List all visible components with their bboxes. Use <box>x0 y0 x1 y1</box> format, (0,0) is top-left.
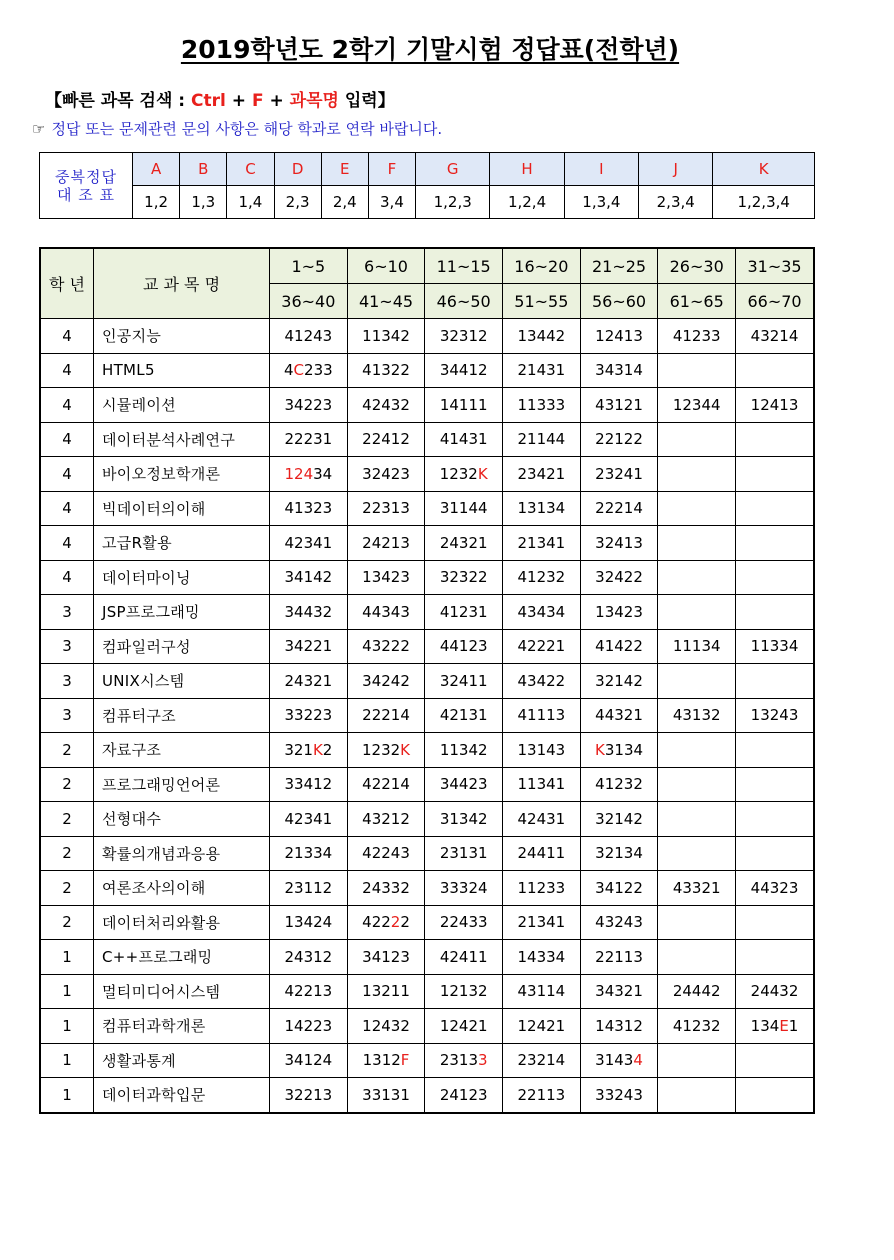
answer-cell <box>658 733 736 768</box>
dup-value: 2,3,4 <box>639 186 713 219</box>
range-header: 6~10 <box>347 248 425 284</box>
answer-cell: 22412 <box>347 422 425 457</box>
answer-cell <box>658 836 736 871</box>
answer-cell: 14312 <box>580 1009 658 1044</box>
answer-cell: 13424 <box>270 905 348 940</box>
answer-cell: 42431 <box>503 802 581 837</box>
answer-cell: 14334 <box>503 940 581 975</box>
answer-cell: 42131 <box>425 698 503 733</box>
answer-cell <box>736 802 814 837</box>
answer-cell: 34321 <box>580 974 658 1009</box>
answer-cell <box>736 491 814 526</box>
answer-cell: 34432 <box>270 595 348 630</box>
answer-cell: 321K2 <box>270 733 348 768</box>
answer-cell <box>658 1043 736 1078</box>
answer-cell: 44123 <box>425 629 503 664</box>
dup-value: 2,3 <box>274 186 321 219</box>
answer-cell: 31342 <box>425 802 503 837</box>
answer-cell: 24213 <box>347 526 425 561</box>
range-header: 66~70 <box>736 284 814 319</box>
subject-cell: 여론조사의이해 <box>94 871 270 906</box>
grade-cell: 1 <box>40 974 94 1009</box>
subject-cell: C++프로그래밍 <box>94 940 270 975</box>
dup-value: 3,4 <box>368 186 415 219</box>
table-row <box>40 802 814 837</box>
answer-cell: 22113 <box>503 1078 581 1113</box>
answer-cell <box>736 457 814 492</box>
answer-cell: 43243 <box>580 905 658 940</box>
grade-cell: 1 <box>40 1078 94 1113</box>
grade-cell: 1 <box>40 940 94 975</box>
answer-cell: 34123 <box>347 940 425 975</box>
answer-cell: 43114 <box>503 974 581 1009</box>
dup-value: 1,2,3,4 <box>713 186 815 219</box>
dup-value: 1,3 <box>180 186 227 219</box>
answer-cell <box>736 1043 814 1078</box>
table-row <box>40 871 814 906</box>
answer-cell: 42411 <box>425 940 503 975</box>
answer-cell: 14223 <box>270 1009 348 1044</box>
answer-cell: 23214 <box>503 1043 581 1078</box>
answer-cell: 44343 <box>347 595 425 630</box>
answer-cell <box>736 940 814 975</box>
answer-cell <box>736 905 814 940</box>
answer-cell: 32423 <box>347 457 425 492</box>
answer-cell: 13423 <box>580 595 658 630</box>
answer-cell: 12432 <box>347 1009 425 1044</box>
answer-cell: 32142 <box>580 802 658 837</box>
answer-cell: 11233 <box>503 871 581 906</box>
subject-cell: 데이터과학입문 <box>94 1078 270 1113</box>
range-header: 61~65 <box>658 284 736 319</box>
subject-cell: 고급R활용 <box>94 526 270 561</box>
search-hint: 【빠른 과목 검색 : Ctrl + F + 과목명 입력】 <box>45 91 395 111</box>
answer-cell <box>736 353 814 388</box>
grade-cell: 2 <box>40 767 94 802</box>
grade-cell: 4 <box>40 319 94 354</box>
answer-cell: 41113 <box>503 698 581 733</box>
answer-cell: 34412 <box>425 353 503 388</box>
answer-cell: 24432 <box>736 974 814 1009</box>
grade-cell: 1 <box>40 1009 94 1044</box>
answer-cell: 11341 <box>503 767 581 802</box>
dup-key: H <box>490 153 564 186</box>
answer-cell: K3134 <box>580 733 658 768</box>
answer-cell <box>736 422 814 457</box>
answer-cell: 24312 <box>270 940 348 975</box>
table-row <box>40 733 814 768</box>
answer-cell <box>736 560 814 595</box>
answer-cell <box>658 940 736 975</box>
answer-cell: 13442 <box>503 319 581 354</box>
answer-table <box>39 247 815 1114</box>
subject-cell: 데이터처리와활용 <box>94 905 270 940</box>
grade-cell: 4 <box>40 353 94 388</box>
dup-key: A <box>133 153 180 186</box>
answer-cell: 41323 <box>270 491 348 526</box>
answer-cell: 43121 <box>580 388 658 423</box>
answer-table-body <box>40 319 814 1113</box>
answer-cell: 32322 <box>425 560 503 595</box>
range-header: 26~30 <box>658 248 736 284</box>
answer-cell: 32413 <box>580 526 658 561</box>
answer-cell <box>736 733 814 768</box>
answer-cell: 11333 <box>503 388 581 423</box>
answer-cell: 23241 <box>580 457 658 492</box>
answer-cell: 24321 <box>270 664 348 699</box>
grade-header: 학 년 <box>40 248 94 319</box>
table-row <box>40 595 814 630</box>
table-row <box>40 388 814 423</box>
table-row <box>40 1043 814 1078</box>
answer-cell <box>736 767 814 802</box>
answer-cell <box>658 560 736 595</box>
answer-cell: 22231 <box>270 422 348 457</box>
dup-value: 1,3,4 <box>564 186 638 219</box>
table-row <box>40 974 814 1009</box>
answer-cell: 42341 <box>270 526 348 561</box>
answer-cell: 41233 <box>658 319 736 354</box>
table-row <box>40 457 814 492</box>
answer-cell: 33324 <box>425 871 503 906</box>
dup-value: 1,2,3 <box>416 186 490 219</box>
grade-cell: 2 <box>40 905 94 940</box>
range-header: 1~5 <box>270 248 348 284</box>
answer-cell: 11134 <box>658 629 736 664</box>
grade-cell: 4 <box>40 457 94 492</box>
answer-cell: 11342 <box>347 319 425 354</box>
answer-cell: 34242 <box>347 664 425 699</box>
answer-cell: 31144 <box>425 491 503 526</box>
range-header: 11~15 <box>425 248 503 284</box>
dup-key: I <box>564 153 638 186</box>
answer-cell: 13211 <box>347 974 425 1009</box>
grade-cell: 3 <box>40 664 94 699</box>
answer-cell: 11334 <box>736 629 814 664</box>
answer-cell: 24321 <box>425 526 503 561</box>
answer-cell: 41431 <box>425 422 503 457</box>
dup-key: E <box>321 153 368 186</box>
range-header: 46~50 <box>425 284 503 319</box>
subject-cell: JSP프로그래밍 <box>94 595 270 630</box>
answer-cell: 41232 <box>580 767 658 802</box>
subject-cell: 선형대수 <box>94 802 270 837</box>
dup-key: D <box>274 153 321 186</box>
answer-cell: 34423 <box>425 767 503 802</box>
subject-cell: 컴퓨터구조 <box>94 698 270 733</box>
answer-cell: 21144 <box>503 422 581 457</box>
answer-cell: 32312 <box>425 319 503 354</box>
answer-cell: 43321 <box>658 871 736 906</box>
answer-cell: 12132 <box>425 974 503 1009</box>
answer-cell: 12344 <box>658 388 736 423</box>
subject-cell: HTML5 <box>94 353 270 388</box>
subject-cell: 프로그래밍언어론 <box>94 767 270 802</box>
subject-cell: 데이터분석사례연구 <box>94 422 270 457</box>
answer-cell: 22214 <box>347 698 425 733</box>
answer-cell: 42243 <box>347 836 425 871</box>
answer-cell: 41232 <box>658 1009 736 1044</box>
range-header: 16~20 <box>503 248 581 284</box>
subject-cell: 빅데이터의이해 <box>94 491 270 526</box>
answer-cell: 41243 <box>270 319 348 354</box>
answer-cell: 13423 <box>347 560 425 595</box>
answer-cell: 13134 <box>503 491 581 526</box>
answer-cell: 43422 <box>503 664 581 699</box>
grade-cell: 4 <box>40 422 94 457</box>
table-row <box>40 940 814 975</box>
answer-cell: 41422 <box>580 629 658 664</box>
dup-key: B <box>180 153 227 186</box>
dup-key: J <box>639 153 713 186</box>
answer-cell: 43434 <box>503 595 581 630</box>
subject-cell: 생활과통계 <box>94 1043 270 1078</box>
answer-cell: 21341 <box>503 905 581 940</box>
answer-cell: 1232K <box>347 733 425 768</box>
answer-cell: 24123 <box>425 1078 503 1113</box>
answer-cell: 42214 <box>347 767 425 802</box>
answer-cell: 42221 <box>503 629 581 664</box>
table-row <box>40 422 814 457</box>
answer-cell: 41232 <box>503 560 581 595</box>
table-row <box>40 319 814 354</box>
grade-cell: 3 <box>40 595 94 630</box>
answer-cell: 1312F <box>347 1043 425 1078</box>
table-row <box>40 905 814 940</box>
answer-cell: 43212 <box>347 802 425 837</box>
answer-cell: 1232K <box>425 457 503 492</box>
answer-cell: 23112 <box>270 871 348 906</box>
answer-cell: 32411 <box>425 664 503 699</box>
dup-value: 1,2 <box>133 186 180 219</box>
duplicate-answer-table <box>39 152 815 219</box>
dup-value: 1,2,4 <box>490 186 564 219</box>
answer-cell: 14111 <box>425 388 503 423</box>
answer-cell: 44323 <box>736 871 814 906</box>
table-row <box>40 526 814 561</box>
grade-cell: 2 <box>40 802 94 837</box>
answer-cell: 32213 <box>270 1078 348 1113</box>
dup-key: C <box>227 153 274 186</box>
grade-cell: 1 <box>40 1043 94 1078</box>
table-row <box>40 491 814 526</box>
answer-cell <box>658 422 736 457</box>
answer-cell: 42222 <box>347 905 425 940</box>
answer-cell: 21341 <box>503 526 581 561</box>
grade-cell: 2 <box>40 733 94 768</box>
subject-cell: 데이터마이닝 <box>94 560 270 595</box>
answer-cell: 4C233 <box>270 353 348 388</box>
answer-cell <box>658 491 736 526</box>
grade-cell: 4 <box>40 491 94 526</box>
subject-header: 교 과 목 명 <box>94 248 270 319</box>
answer-cell <box>658 526 736 561</box>
answer-cell: 22122 <box>580 422 658 457</box>
table-row <box>40 836 814 871</box>
answer-cell: 22313 <box>347 491 425 526</box>
subject-cell: UNIX시스템 <box>94 664 270 699</box>
subject-cell: 시뮬레이션 <box>94 388 270 423</box>
answer-cell: 41231 <box>425 595 503 630</box>
grade-cell: 2 <box>40 871 94 906</box>
subject-cell: 자료구조 <box>94 733 270 768</box>
subject-cell: 컴퓨터과학개론 <box>94 1009 270 1044</box>
contact-notice: ☞ 정답 또는 문제관련 문의 사항은 해당 학과로 연락 바랍니다. <box>32 120 443 138</box>
answer-cell <box>736 664 814 699</box>
answer-cell: 43132 <box>658 698 736 733</box>
answer-cell <box>736 1078 814 1113</box>
answer-cell: 13243 <box>736 698 814 733</box>
dup-key: K <box>713 153 815 186</box>
table-row <box>40 767 814 802</box>
table-row <box>40 1078 814 1113</box>
dup-key: F <box>368 153 415 186</box>
answer-cell: 23421 <box>503 457 581 492</box>
answer-cell <box>736 526 814 561</box>
subject-cell: 멀티미디어시스템 <box>94 974 270 1009</box>
answer-cell <box>658 767 736 802</box>
answer-cell: 42432 <box>347 388 425 423</box>
answer-cell: 21431 <box>503 353 581 388</box>
answer-cell: 21334 <box>270 836 348 871</box>
grade-cell: 4 <box>40 388 94 423</box>
answer-cell: 24411 <box>503 836 581 871</box>
answer-cell: 13143 <box>503 733 581 768</box>
answer-cell: 24332 <box>347 871 425 906</box>
table-row <box>40 664 814 699</box>
answer-cell: 42213 <box>270 974 348 1009</box>
answer-cell: 34221 <box>270 629 348 664</box>
answer-cell <box>658 457 736 492</box>
table-row <box>40 1009 814 1044</box>
answer-cell: 12434 <box>270 457 348 492</box>
table-row <box>40 629 814 664</box>
range-header: 56~60 <box>580 284 658 319</box>
dup-value: 1,4 <box>227 186 274 219</box>
answer-cell <box>658 1078 736 1113</box>
answer-cell: 22113 <box>580 940 658 975</box>
answer-cell: 32422 <box>580 560 658 595</box>
range-header: 36~40 <box>270 284 348 319</box>
dup-value: 2,4 <box>321 186 368 219</box>
range-header: 51~55 <box>503 284 581 319</box>
subject-cell: 인공지능 <box>94 319 270 354</box>
table-row <box>40 698 814 733</box>
answer-cell <box>736 836 814 871</box>
answer-cell <box>658 664 736 699</box>
answer-cell: 33412 <box>270 767 348 802</box>
answer-cell: 43214 <box>736 319 814 354</box>
answer-cell: 34223 <box>270 388 348 423</box>
answer-cell <box>658 595 736 630</box>
answer-cell: 33131 <box>347 1078 425 1113</box>
answer-cell: 42341 <box>270 802 348 837</box>
range-header: 31~35 <box>736 248 814 284</box>
answer-cell <box>658 905 736 940</box>
answer-cell: 34122 <box>580 871 658 906</box>
grade-cell: 2 <box>40 836 94 871</box>
answer-cell: 41322 <box>347 353 425 388</box>
subject-cell: 확률의개념과응용 <box>94 836 270 871</box>
answer-cell: 22214 <box>580 491 658 526</box>
duplicate-table-label: 중복정답 대 조 표 <box>40 153 133 219</box>
grade-cell: 3 <box>40 629 94 664</box>
answer-cell: 12413 <box>736 388 814 423</box>
answer-cell: 24442 <box>658 974 736 1009</box>
table-row <box>40 353 814 388</box>
answer-cell: 33243 <box>580 1078 658 1113</box>
answer-cell <box>658 353 736 388</box>
answer-cell: 22433 <box>425 905 503 940</box>
subject-cell: 컴파일러구성 <box>94 629 270 664</box>
grade-cell: 3 <box>40 698 94 733</box>
grade-cell: 4 <box>40 526 94 561</box>
answer-cell: 32134 <box>580 836 658 871</box>
answer-cell: 33223 <box>270 698 348 733</box>
answer-cell: 23131 <box>425 836 503 871</box>
dup-key: G <box>416 153 490 186</box>
grade-cell: 4 <box>40 560 94 595</box>
answer-cell <box>736 595 814 630</box>
answer-cell: 32142 <box>580 664 658 699</box>
pointing-hand-icon: ☞ <box>32 120 46 138</box>
answer-cell: 12421 <box>503 1009 581 1044</box>
answer-cell: 23133 <box>425 1043 503 1078</box>
answer-cell: 12413 <box>580 319 658 354</box>
range-header: 41~45 <box>347 284 425 319</box>
answer-cell: 134E1 <box>736 1009 814 1044</box>
answer-cell: 34314 <box>580 353 658 388</box>
page-title: 2019학년도 2학기 기말시험 정답표(전학년) <box>180 35 680 64</box>
answer-cell: 11342 <box>425 733 503 768</box>
answer-cell: 34142 <box>270 560 348 595</box>
answer-cell: 44321 <box>580 698 658 733</box>
answer-cell: 43222 <box>347 629 425 664</box>
answer-cell: 12421 <box>425 1009 503 1044</box>
subject-cell: 바이오정보학개론 <box>94 457 270 492</box>
answer-cell: 31434 <box>580 1043 658 1078</box>
range-header: 21~25 <box>580 248 658 284</box>
answer-cell <box>658 802 736 837</box>
answer-cell: 34124 <box>270 1043 348 1078</box>
table-row <box>40 560 814 595</box>
